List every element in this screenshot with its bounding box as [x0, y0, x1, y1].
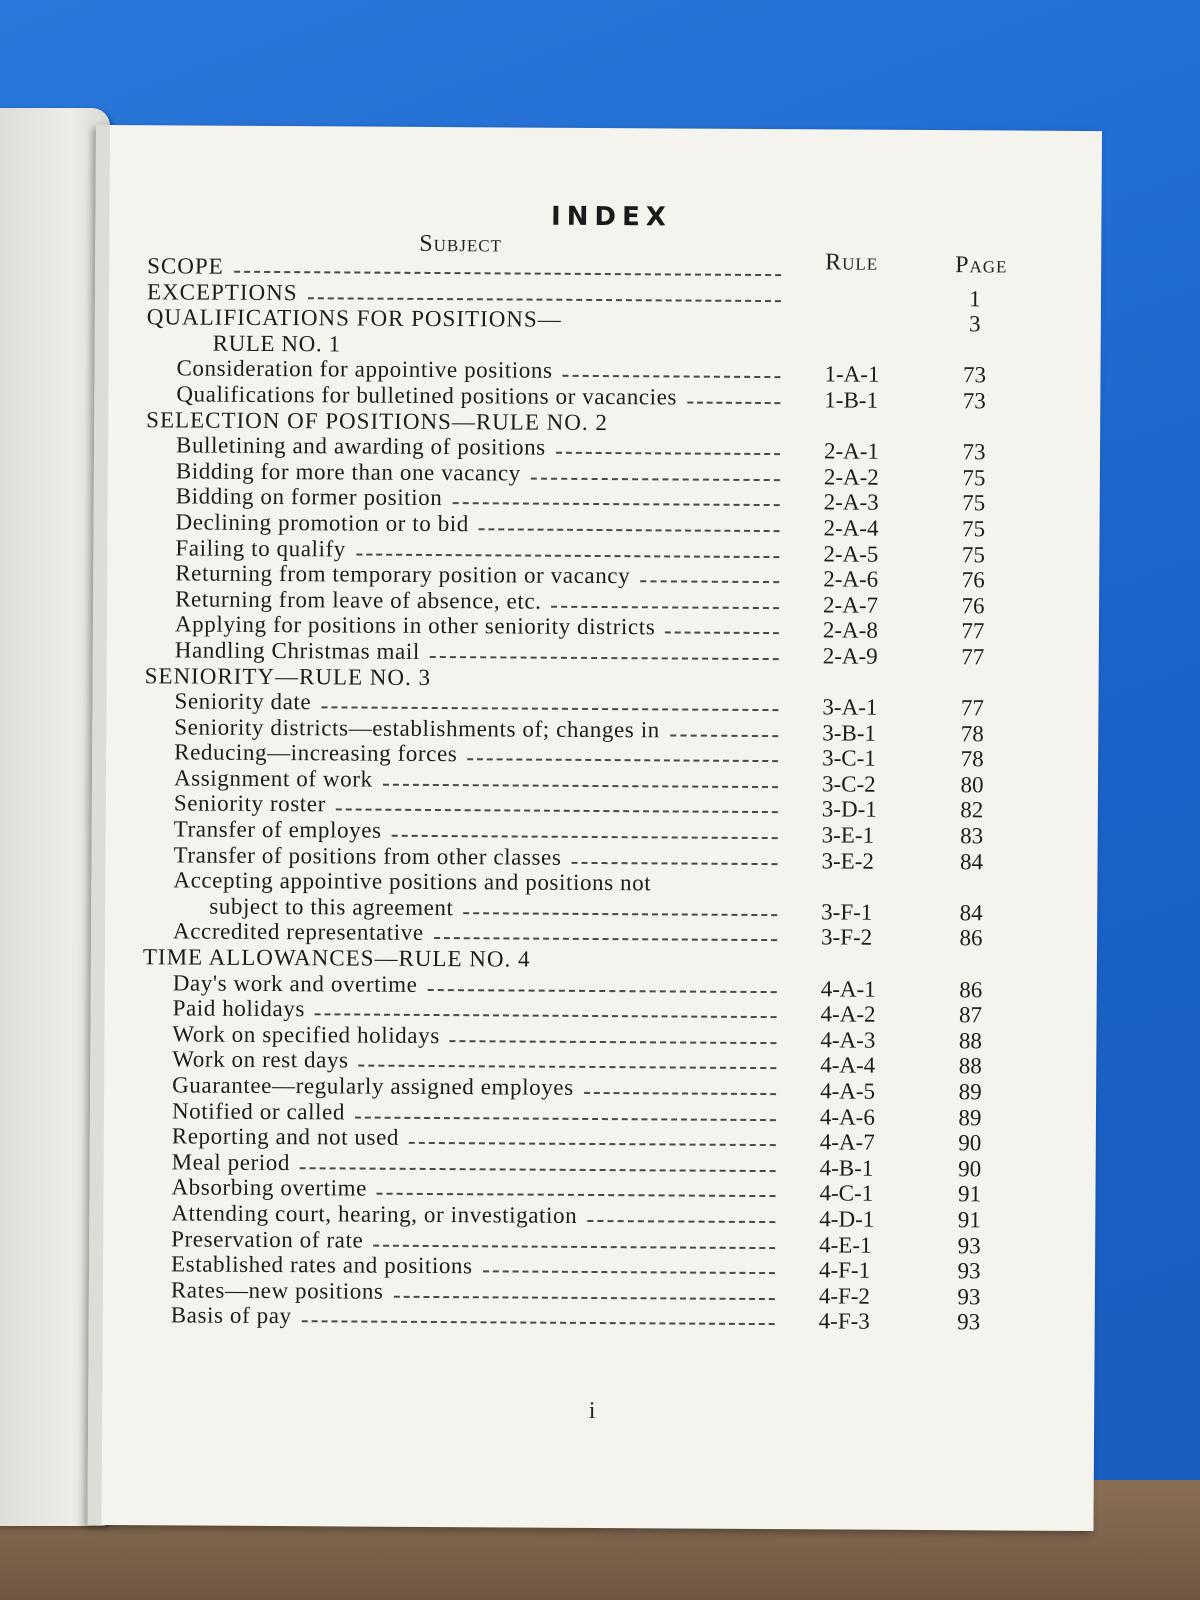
entry-page: 93	[957, 1283, 981, 1310]
entry-page: 93	[957, 1232, 981, 1258]
entry-subject: Meal period	[171, 1149, 291, 1175]
entry-page: 75	[962, 490, 986, 516]
entry-rule: 2-A-9	[822, 643, 878, 669]
dot-leader	[308, 297, 781, 302]
entry-rule: 4-F-1	[818, 1257, 871, 1283]
dot-leader	[394, 1296, 775, 1300]
dot-leader	[358, 1065, 776, 1070]
dot-leader	[584, 1092, 776, 1095]
entry-rule: 3-D-1	[821, 796, 877, 823]
entry-rule: 2-A-7	[823, 592, 879, 618]
entry-page: 89	[958, 1079, 982, 1105]
entry-rule: 4-A-1	[820, 975, 876, 1002]
dot-leader	[453, 502, 780, 506]
entry-subject: Work on rest days	[172, 1046, 349, 1073]
dot-leader	[467, 758, 778, 762]
entry-subject: Accredited representative	[173, 918, 424, 946]
dot-leader	[479, 528, 780, 532]
entry-page: 75	[961, 541, 985, 567]
entry-rule: 2-A-3	[823, 489, 879, 516]
page-title: INDEX	[550, 201, 672, 233]
entry-rule: 1-B-1	[824, 387, 879, 413]
entry-page: 1	[969, 285, 981, 311]
entry-subject: Seniority roster	[173, 790, 327, 817]
entry-page: 76	[961, 592, 985, 619]
dot-leader	[409, 1142, 776, 1146]
entry-subject: Bidding for more than one vacancy	[175, 458, 521, 486]
entry-rule: 2-A-6	[823, 566, 879, 592]
dot-leader	[300, 1167, 776, 1172]
entry-subject: Seniority districts—establishments of; changes in	[174, 714, 660, 743]
entry-page: 88	[958, 1053, 982, 1079]
entry-subject: Rates—new positions	[170, 1277, 384, 1304]
entry-subject: Preservation of rate	[171, 1225, 364, 1253]
entry-page: 78	[960, 720, 984, 747]
entry-subject: Guarantee—regularly assigned employes	[172, 1072, 574, 1100]
entry-rule: 2-A-4	[823, 515, 879, 541]
entry-subject: Failing to qualify	[175, 534, 347, 561]
entry-page: 73	[962, 362, 987, 388]
dot-leader	[449, 1040, 776, 1044]
entry-subject: Accepting appointive positions and positions not	[173, 867, 652, 896]
entry-rule: 3-F-2	[820, 924, 873, 951]
entry-subject: Handling Christmas mail	[174, 637, 420, 664]
column-header-rule: Rule	[825, 249, 879, 276]
entry-rule: 3-A-1	[822, 694, 878, 720]
dot-leader	[572, 862, 778, 865]
entry-rule: 4-A-3	[820, 1027, 876, 1053]
entry-page: 89	[958, 1104, 982, 1130]
dot-leader	[315, 1013, 777, 1018]
dot-leader	[687, 402, 780, 405]
dot-leader	[551, 605, 779, 608]
entry-subject: Assignment of work	[173, 765, 373, 792]
entry-page: 86	[959, 976, 983, 1002]
entry-page: 91	[957, 1207, 981, 1233]
entry-page: 93	[957, 1309, 981, 1335]
dot-leader	[562, 375, 780, 378]
entry-page: 77	[961, 618, 985, 644]
entry-page: 78	[960, 746, 984, 772]
dot-leader	[434, 937, 777, 941]
entry-page: 75	[961, 516, 986, 542]
entry-page: 84	[959, 900, 983, 926]
entry-rule: 4-F-3	[818, 1308, 870, 1335]
dot-leader	[383, 784, 778, 788]
entry-rule: 2-A-5	[823, 540, 879, 567]
entry-rule: 3-B-1	[822, 720, 877, 746]
entry-rule: 2-A-2	[823, 464, 879, 490]
entry-subject: SCOPE	[147, 253, 224, 279]
entry-page: 75	[962, 464, 986, 491]
entry-subject: EXCEPTIONS	[146, 278, 298, 305]
entry-rule: 4-E-1	[819, 1231, 872, 1258]
dot-leader	[376, 1193, 775, 1197]
entry-rule: 2-A-1	[823, 438, 880, 464]
entry-subject: SENIORITY—RULE NO. 3	[144, 662, 432, 690]
entry-subject: Seniority date	[174, 688, 312, 715]
dot-leader	[640, 580, 779, 583]
entry-subject: Reducing—increasing forces	[174, 739, 458, 767]
dot-leader	[463, 912, 777, 916]
entry-rule: 2-A-8	[822, 617, 878, 644]
entry-subject: Consideration for appointive positions	[176, 355, 553, 384]
entry-page: 83	[960, 823, 984, 849]
entry-page: 73	[962, 388, 986, 414]
entry-page: 90	[958, 1155, 982, 1182]
dot-leader	[392, 835, 778, 839]
entry-subject: Work on specified holidays	[172, 1021, 440, 1048]
entry-page: 90	[958, 1130, 982, 1156]
entry-subject: Declining promotion or to bid	[175, 509, 470, 537]
dot-leader	[355, 1116, 776, 1121]
entry-rule: 3-E-2	[821, 848, 874, 874]
entry-page: 93	[957, 1258, 981, 1284]
entry-rule: 4-C-1	[819, 1180, 874, 1207]
entry-page: 80	[960, 772, 984, 798]
entry-page: 91	[957, 1181, 982, 1207]
entry-subject: subject to this agreement	[209, 893, 454, 920]
entry-subject: Transfer of employes	[173, 816, 382, 843]
entry-page: 77	[960, 695, 985, 721]
entry-rule: 4-A-2	[820, 1001, 876, 1027]
entry-subject: TIME ALLOWANCES—RULE NO. 4	[142, 944, 531, 972]
entry-page: 3	[968, 311, 981, 337]
dot-leader	[670, 734, 778, 737]
entry-rule: 3-C-2	[821, 771, 876, 797]
dot-leader	[302, 1321, 775, 1326]
column-header-page: Page	[955, 252, 1008, 279]
entry-subject: Paid holidays	[172, 995, 306, 1022]
column-header-subject: Subject	[419, 230, 503, 258]
index-page	[87, 125, 1102, 1531]
index-list	[103, 253, 1100, 1334]
entry-subject: Day's work and overtime	[172, 970, 418, 997]
entry-page: 87	[959, 1002, 983, 1028]
entry-rule: 4-F-2	[818, 1283, 871, 1309]
entry-subject: Basis of pay	[170, 1302, 292, 1329]
entry-rule: 3-C-1	[822, 745, 876, 771]
entry-page: 86	[959, 925, 983, 951]
entry-subject: Attending court, hearing, or investigation	[171, 1200, 578, 1228]
dot-leader	[587, 1220, 775, 1223]
dot-leader	[336, 809, 778, 814]
entry-rule: 4-A-6	[819, 1103, 875, 1130]
dot-leader	[356, 553, 779, 558]
dot-leader	[321, 706, 778, 711]
entry-subject: Applying for positions in other seniority districts	[174, 611, 656, 640]
index-entry	[103, 1302, 1093, 1334]
entry-subject: QUALIFICATIONS FOR POSITIONS—	[146, 304, 562, 332]
entry-rule: 3-F-1	[821, 899, 873, 925]
dot-leader	[483, 1270, 775, 1274]
dot-leader	[556, 452, 780, 455]
entry-rule: 4-B-1	[819, 1155, 874, 1181]
entry-rule: 4-A-4	[820, 1052, 876, 1079]
entry-page: 88	[958, 1028, 983, 1054]
dot-leader	[665, 632, 779, 635]
dot-leader	[234, 271, 781, 276]
entry-page: 84	[959, 848, 984, 875]
dot-leader	[428, 989, 777, 993]
entry-subject: Absorbing overtime	[171, 1174, 368, 1201]
entry-subject: Returning from leave of absence, etc.	[175, 586, 542, 614]
entry-subject: Established rates and positions	[170, 1251, 473, 1279]
entry-rule: 4-A-5	[820, 1078, 876, 1104]
entry-page: 77	[961, 644, 985, 670]
entry-subject: SELECTION OF POSITIONS—RULE NO. 2	[146, 406, 608, 435]
entry-subject: Returning from temporary position or vacancy	[175, 560, 631, 589]
entry-page: 82	[960, 797, 984, 823]
entry-subject: Qualifications for bulletined positions or vacancies	[176, 381, 678, 410]
entry-page: 76	[961, 567, 985, 593]
dot-leader	[373, 1244, 775, 1248]
entry-rule: 3-E-1	[821, 822, 875, 848]
entry-subject: Notified or called	[171, 1098, 346, 1125]
entry-subject: Bidding on former position	[175, 483, 443, 511]
entry-page: 73	[962, 439, 986, 465]
entry-subject: Bulletining and awarding of positions	[175, 432, 546, 460]
page-number: i	[588, 1397, 596, 1425]
entry-subject: RULE NO. 1	[212, 330, 341, 357]
entry-subject: Reporting and not used	[171, 1123, 400, 1150]
dot-leader	[430, 656, 779, 660]
entry-rule: 4-D-1	[819, 1206, 875, 1232]
entry-rule: 1-A-1	[824, 361, 880, 388]
dot-leader	[531, 477, 780, 481]
entry-rule: 4-A-7	[819, 1129, 875, 1155]
entry-subject: Transfer of positions from other classes	[173, 842, 562, 870]
